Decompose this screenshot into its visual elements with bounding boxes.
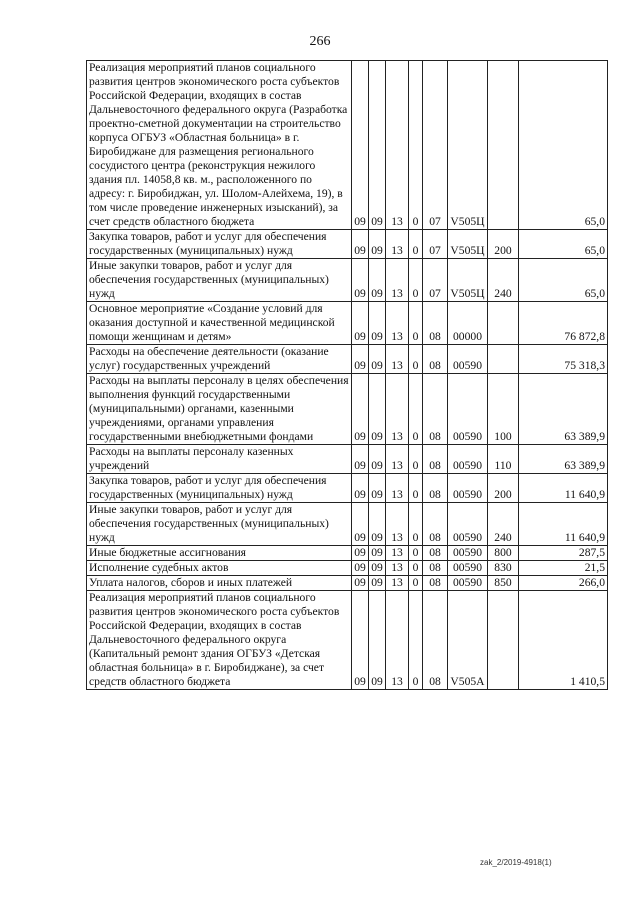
expense-type-cell: 850 [488, 576, 519, 591]
subprogram-code-cell: 0 [409, 230, 423, 259]
subsection-code-cell: 09 [369, 591, 386, 690]
expense-type-cell [488, 61, 519, 230]
subsection-code-cell: 09 [369, 259, 386, 302]
subsection-code-cell: 09 [369, 302, 386, 345]
subprogram-code-cell: 0 [409, 374, 423, 445]
subprogram-code-cell: 0 [409, 561, 423, 576]
section-code-cell: 09 [352, 302, 369, 345]
expense-type-cell [488, 345, 519, 374]
subsection-code-cell: 09 [369, 345, 386, 374]
table-row [87, 591, 608, 690]
row-name-cell: Закупка товаров, работ и услуг для обеспечения государственных (муниципальных) нужд [87, 474, 352, 503]
subprogram-code-cell: 0 [409, 302, 423, 345]
expense-type-cell: 800 [488, 546, 519, 561]
amount-cell: 63 389,9 [519, 445, 608, 474]
activity-code-cell: 08 [423, 474, 448, 503]
subprogram-code-cell: 0 [409, 61, 423, 230]
activity-code-cell: 08 [423, 374, 448, 445]
direction-code-cell: V505А [448, 591, 488, 690]
subprogram-code-cell: 0 [409, 474, 423, 503]
table-row [87, 546, 608, 561]
program-code-cell: 13 [386, 259, 409, 302]
activity-code-cell: 08 [423, 345, 448, 374]
row-name-cell: Уплата налогов, сборов и иных платежей [87, 576, 352, 591]
program-code-cell: 13 [386, 561, 409, 576]
program-code-cell: 13 [386, 445, 409, 474]
amount-cell: 63 389,9 [519, 374, 608, 445]
direction-code-cell: 00590 [448, 503, 488, 546]
program-code-cell: 13 [386, 345, 409, 374]
row-name-cell: Основное мероприятие «Создание условий для оказания доступной и качественной медицинской помощи женщинам и детям» [87, 302, 352, 345]
table-row [87, 230, 608, 259]
activity-code-cell: 08 [423, 591, 448, 690]
expense-type-cell [488, 302, 519, 345]
table-row [87, 302, 608, 345]
amount-cell: 76 872,8 [519, 302, 608, 345]
program-code-cell: 13 [386, 61, 409, 230]
row-name-cell: Расходы на выплаты персоналу в целях обеспечения выполнения функций государственными (муниципальными) органами, казенными учреждениями, органами управления государственными внебюджетными фондами [87, 374, 352, 445]
program-code-cell: 13 [386, 576, 409, 591]
activity-code-cell: 07 [423, 259, 448, 302]
activity-code-cell: 08 [423, 546, 448, 561]
expense-type-cell [488, 591, 519, 690]
activity-code-cell: 08 [423, 302, 448, 345]
subsection-code-cell: 09 [369, 230, 386, 259]
table-row [87, 503, 608, 546]
expense-type-cell: 830 [488, 561, 519, 576]
row-name-cell: Закупка товаров, работ и услуг для обеспечения государственных (муниципальных) нужд [87, 230, 352, 259]
direction-code-cell: 00590 [448, 546, 488, 561]
row-name-cell: Расходы на выплаты персоналу казенных учреждений [87, 445, 352, 474]
section-code-cell: 09 [352, 230, 369, 259]
amount-cell: 11 640,9 [519, 503, 608, 546]
section-code-cell: 09 [352, 345, 369, 374]
section-code-cell: 09 [352, 259, 369, 302]
amount-cell: 266,0 [519, 576, 608, 591]
amount-cell: 11 640,9 [519, 474, 608, 503]
amount-cell: 65,0 [519, 259, 608, 302]
subprogram-code-cell: 0 [409, 345, 423, 374]
section-code-cell: 09 [352, 591, 369, 690]
direction-code-cell: V505Ц [448, 259, 488, 302]
expense-type-cell: 110 [488, 445, 519, 474]
table-row [87, 474, 608, 503]
direction-code-cell: 00590 [448, 576, 488, 591]
program-code-cell: 13 [386, 374, 409, 445]
subprogram-code-cell: 0 [409, 591, 423, 690]
table-row [87, 374, 608, 445]
document-reference: zak_2/2019-4918(1) [480, 858, 552, 867]
amount-cell: 65,0 [519, 230, 608, 259]
direction-code-cell: 00590 [448, 474, 488, 503]
activity-code-cell: 08 [423, 576, 448, 591]
program-code-cell: 13 [386, 503, 409, 546]
expense-type-cell: 100 [488, 374, 519, 445]
direction-code-cell: 00590 [448, 561, 488, 576]
expense-type-cell: 200 [488, 230, 519, 259]
row-name-cell: Расходы на обеспечение деятельности (оказание услуг) государственных учреждений [87, 345, 352, 374]
row-name-cell: Иные закупки товаров, работ и услуг для обеспечения государственных (муниципальных) нужд [87, 503, 352, 546]
subprogram-code-cell: 0 [409, 259, 423, 302]
activity-code-cell: 07 [423, 230, 448, 259]
direction-code-cell: V505Ц [448, 230, 488, 259]
table-row [87, 561, 608, 576]
section-code-cell: 09 [352, 503, 369, 546]
direction-code-cell: 00000 [448, 302, 488, 345]
activity-code-cell: 07 [423, 61, 448, 230]
row-name-cell: Исполнение судебных актов [87, 561, 352, 576]
table-row [87, 345, 608, 374]
amount-cell: 287,5 [519, 546, 608, 561]
section-code-cell: 09 [352, 576, 369, 591]
subprogram-code-cell: 0 [409, 576, 423, 591]
direction-code-cell: 00590 [448, 345, 488, 374]
program-code-cell: 13 [386, 302, 409, 345]
subsection-code-cell: 09 [369, 561, 386, 576]
section-code-cell: 09 [352, 374, 369, 445]
program-code-cell: 13 [386, 546, 409, 561]
subsection-code-cell: 09 [369, 503, 386, 546]
program-code-cell: 13 [386, 474, 409, 503]
section-code-cell: 09 [352, 474, 369, 503]
amount-cell: 65,0 [519, 61, 608, 230]
program-code-cell: 13 [386, 230, 409, 259]
expense-type-cell: 240 [488, 503, 519, 546]
table-row [87, 259, 608, 302]
row-name-cell: Реализация мероприятий планов социального развития центров экономического роста субъектов Российской Федерации, входящих в состав Дальневосточного федерального округа (Разработка проектно-сметной документации на строительство корпуса ОГБУЗ «Областная больница» в г. Биробиджане для размещения регионального сосудистого центра (реконструкция нежилого здания пл. 14058,8 кв. м., расположенного по адресу: г. Биробиджан, ул. Шолом-Алейхема, 19), в том числе проведение инженерных изысканий), за счет средств областного бюджета [87, 61, 352, 230]
subprogram-code-cell: 0 [409, 445, 423, 474]
table-row [87, 445, 608, 474]
subsection-code-cell: 09 [369, 374, 386, 445]
activity-code-cell: 08 [423, 503, 448, 546]
activity-code-cell: 08 [423, 445, 448, 474]
subprogram-code-cell: 0 [409, 503, 423, 546]
section-code-cell: 09 [352, 546, 369, 561]
section-code-cell: 09 [352, 61, 369, 230]
expense-type-cell: 240 [488, 259, 519, 302]
subsection-code-cell: 09 [369, 576, 386, 591]
row-name-cell: Иные закупки товаров, работ и услуг для обеспечения государственных (муниципальных) нужд [87, 259, 352, 302]
row-name-cell: Иные бюджетные ассигнования [87, 546, 352, 561]
amount-cell: 1 410,5 [519, 591, 608, 690]
amount-cell: 75 318,3 [519, 345, 608, 374]
subsection-code-cell: 09 [369, 546, 386, 561]
direction-code-cell: 00590 [448, 445, 488, 474]
direction-code-cell: 00590 [448, 374, 488, 445]
section-code-cell: 09 [352, 561, 369, 576]
expense-type-cell: 200 [488, 474, 519, 503]
budget-table [86, 60, 608, 690]
program-code-cell: 13 [386, 591, 409, 690]
subprogram-code-cell: 0 [409, 546, 423, 561]
subsection-code-cell: 09 [369, 474, 386, 503]
activity-code-cell: 08 [423, 561, 448, 576]
subsection-code-cell: 09 [369, 61, 386, 230]
page-number: 266 [309, 34, 331, 49]
row-name-cell: Реализация мероприятий планов социального развития центров экономического роста субъектов Российской Федерации, входящих в состав Дальневосточного федерального округа (Капитальный ремонт здания ОГБУЗ «Детская областная больница» в г. Биробиджане), за счет средств областного бюджета [87, 591, 352, 690]
table-row [87, 576, 608, 591]
table-row [87, 61, 608, 230]
amount-cell: 21,5 [519, 561, 608, 576]
section-code-cell: 09 [352, 445, 369, 474]
subsection-code-cell: 09 [369, 445, 386, 474]
direction-code-cell: V505Ц [448, 61, 488, 230]
